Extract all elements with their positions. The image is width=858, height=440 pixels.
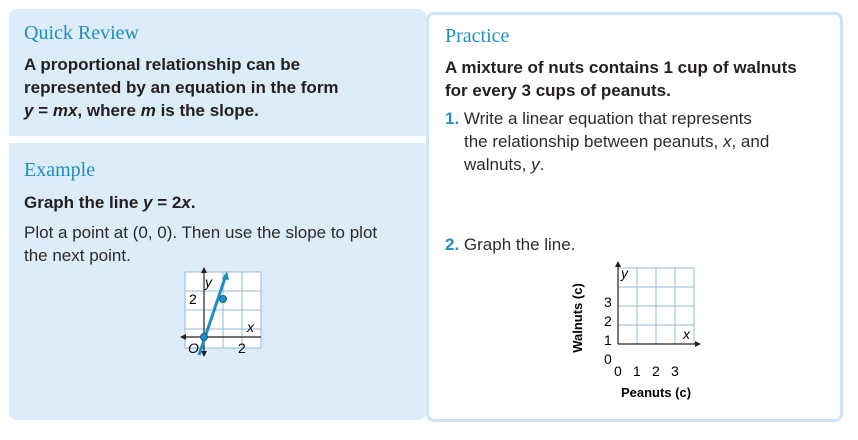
question-2	[445, 233, 575, 256]
quick-review-panel	[9, 9, 426, 420]
practice-y-tick-2: 2	[604, 313, 612, 329]
practice-x-arrow	[695, 341, 701, 347]
question-1-line-3	[464, 153, 544, 176]
practice-y-tick-1: 1	[604, 332, 612, 348]
question-1	[445, 107, 752, 130]
eq-m: m	[140, 101, 156, 120]
example-x-label: x	[247, 319, 254, 335]
review-line-1: A proportional relationship can be	[24, 55, 301, 74]
example-body-line-1: Plot a point at (0, 0). Then use the slope to plot	[24, 223, 378, 242]
q1-line3-text: walnuts,	[464, 155, 532, 174]
q1-y: y	[531, 155, 540, 174]
question-1-line-1: Write a linear equation that represents	[463, 109, 752, 128]
example-y-arrow-up	[201, 267, 207, 273]
practice-graph	[562, 260, 712, 400]
q1-line3-end: .	[539, 155, 545, 174]
example-origin-label: O	[188, 340, 199, 356]
practice-y-label: y	[621, 265, 628, 281]
question-2-number: 2.	[445, 235, 460, 254]
task-y: y	[143, 193, 153, 212]
q1-x: x	[722, 132, 732, 151]
practice-x-label: x	[683, 326, 690, 342]
example-graph	[169, 266, 269, 358]
practice-x-tick-0: 0	[614, 363, 622, 379]
question-1-number: 1.	[445, 109, 460, 128]
practice-y-tick-0: 0	[604, 351, 612, 367]
practice-y-tick-3: 3	[604, 294, 612, 310]
task-x: x	[181, 193, 191, 212]
quick-review-heading: Quick Review	[24, 22, 139, 44]
practice-y-axis-title: Walnuts (c)	[570, 283, 585, 353]
example-body-line-2: the next point.	[24, 246, 131, 265]
example-tick-y: 2	[189, 291, 197, 307]
practice-heading: Practice	[445, 25, 510, 47]
question-1-line-2	[464, 130, 769, 153]
eq-mx: mx	[52, 101, 78, 120]
example-tick-x: 2	[238, 340, 246, 356]
q1-line2-end: , and	[731, 132, 770, 151]
practice-x-tick-2: 2	[652, 363, 660, 379]
example-x-arrow-left	[180, 334, 186, 340]
eq-tail: , where	[77, 101, 141, 120]
practice-x-tick-3: 3	[671, 363, 679, 379]
eq-equals: =	[33, 101, 53, 120]
example-y-label: y	[205, 274, 212, 290]
practice-intro-line-2: for every 3 cups of peanuts.	[445, 81, 671, 100]
task-eq: = 2	[152, 193, 182, 212]
section-divider	[9, 136, 426, 143]
practice-panel	[426, 12, 843, 422]
question-2-text: Graph the line.	[463, 235, 576, 254]
practice-x-tick-1: 1	[633, 363, 641, 379]
task-end: .	[190, 193, 196, 212]
review-line-3	[24, 99, 259, 122]
example-point-2	[220, 296, 227, 303]
example-y-arrow-down	[201, 351, 207, 357]
eq-y: y	[24, 101, 34, 120]
practice-intro-line-1: A mixture of nuts contains 1 cup of walnuts	[445, 58, 797, 77]
review-line-2: represented by an equation in the form	[24, 78, 339, 97]
practice-x-axis-title: Peanuts (c)	[620, 385, 692, 400]
example-heading: Example	[24, 159, 96, 181]
q1-line2-text: the relationship between peanuts,	[464, 132, 723, 151]
example-task	[24, 191, 196, 214]
eq-end: is the slope.	[155, 101, 259, 120]
example-point-origin	[201, 334, 208, 341]
task-prefix: Graph the line	[24, 193, 144, 212]
